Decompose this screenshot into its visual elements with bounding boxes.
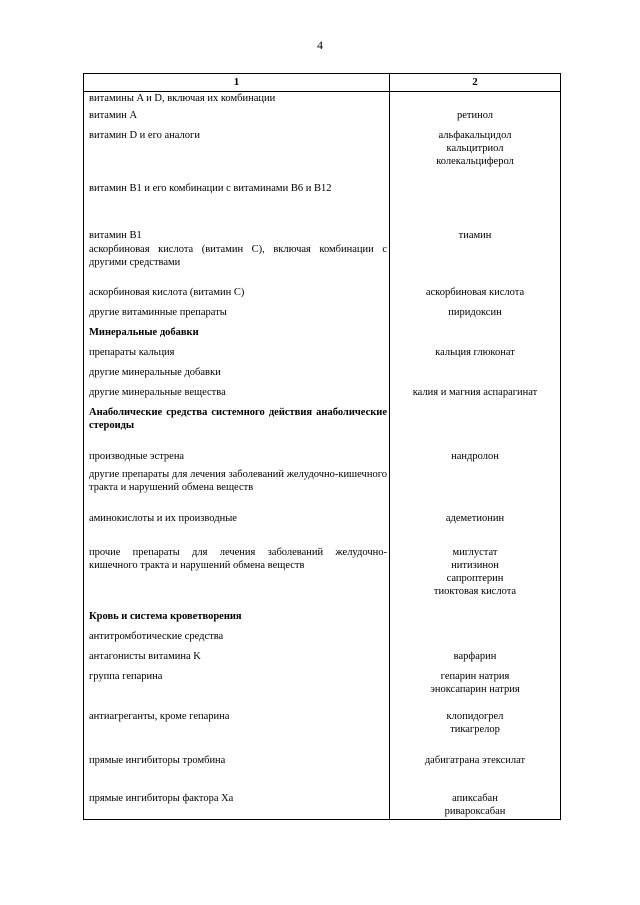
drug-name: альфакальцидол xyxy=(438,129,512,141)
drug-names-cell xyxy=(390,106,561,126)
drug-name: дабигатрана этексилат xyxy=(424,754,526,766)
drug-name: нандролон xyxy=(451,450,499,462)
drug-names-cell xyxy=(390,627,561,647)
drug-names-cell xyxy=(390,647,561,667)
drug-name: тикагрелор xyxy=(450,723,500,735)
table-row xyxy=(84,707,561,751)
category-cell: другие препараты для лечения заболеваний желудочно-кишечного тракта и нарушений обмена веществ xyxy=(84,465,390,505)
category-cell: витамины A и D, включая их комбинации xyxy=(84,92,390,106)
drug-name: клопидогрел xyxy=(446,710,504,722)
category-cell: витамин B1 и его комбинации с витаминами B6 и B12 xyxy=(84,179,390,219)
drug-name: сапроптерин xyxy=(446,572,504,584)
category-cell: прямые ингибиторы фактора Xa xyxy=(84,785,390,820)
drug-names-cell xyxy=(390,505,561,539)
category-cell: другие минеральные добавки xyxy=(84,363,390,383)
category-cell: антагонисты витамина K xyxy=(84,647,390,667)
drug-names-cell xyxy=(390,242,561,283)
table-row xyxy=(84,751,561,785)
category-cell: аскорбиновая кислота (витамин C) xyxy=(84,283,390,303)
table-row xyxy=(84,242,561,283)
table-row xyxy=(84,647,561,667)
category-cell: прочие препараты для лечения заболеваний желудочно-кишечного тракта и нарушений обмена веществ xyxy=(84,539,390,607)
page-number: 4 xyxy=(317,38,323,52)
table-row xyxy=(84,303,561,323)
table-row xyxy=(84,607,561,627)
table-row xyxy=(84,505,561,539)
table-body xyxy=(84,92,561,820)
drug-names-cell xyxy=(390,92,561,106)
table-row xyxy=(84,465,561,505)
header-col-1: 1 xyxy=(84,74,390,92)
table-row xyxy=(84,627,561,647)
drug-name: пиридоксин xyxy=(448,306,502,318)
table-row xyxy=(84,92,561,106)
category-cell: витамин B1 xyxy=(84,219,390,242)
table-row xyxy=(84,343,561,363)
drug-name: калия и магния аспарагинат xyxy=(412,386,538,398)
table-row xyxy=(84,383,561,403)
category-cell: витамин A xyxy=(84,106,390,126)
category-cell: другие минеральные вещества xyxy=(84,383,390,403)
category-cell: другие витаминные препараты xyxy=(84,303,390,323)
table-row xyxy=(84,219,561,242)
drug-names-cell xyxy=(390,126,561,179)
table-row xyxy=(84,403,561,444)
drug-name: ривароксабан xyxy=(444,805,506,817)
drug-name: варфарин xyxy=(453,650,497,662)
table-header-row xyxy=(84,74,561,92)
drug-name: кальцитриол xyxy=(446,142,504,154)
drug-name: тиамин xyxy=(458,229,492,241)
category-cell: препараты кальция xyxy=(84,343,390,363)
table-row xyxy=(84,667,561,707)
table-row xyxy=(84,283,561,303)
drug-name: нитизинон xyxy=(451,559,499,571)
drug-names-cell xyxy=(390,707,561,751)
category-cell: прямые ингибиторы тромбина xyxy=(84,751,390,785)
table-row xyxy=(84,785,561,820)
drug-name: эноксапарин натрия xyxy=(430,683,520,695)
drug-name: кальция глюконат xyxy=(435,346,515,358)
section-heading: Минеральные добавки xyxy=(84,323,390,343)
table-row xyxy=(84,539,561,607)
drug-name: апиксабан xyxy=(452,792,498,804)
category-cell: аскорбиновая кислота (витамин C), включая комбинации с другими средствами xyxy=(84,242,390,283)
header-col-2: 2 xyxy=(390,74,561,92)
drug-name: адеметионин xyxy=(445,512,505,524)
drug-name: гепарин натрия xyxy=(440,670,510,682)
category-cell: производные эстрена xyxy=(84,444,390,465)
drug-names-cell xyxy=(390,607,561,627)
drug-table xyxy=(83,73,561,820)
drug-names-cell xyxy=(390,303,561,323)
drug-names-cell xyxy=(390,667,561,707)
drug-names-cell xyxy=(390,465,561,505)
drug-names-cell xyxy=(390,539,561,607)
drug-name: колекальциферол xyxy=(436,155,514,167)
drug-names-cell xyxy=(390,785,561,820)
drug-names-cell xyxy=(390,343,561,363)
section-heading: Кровь и система кроветворения xyxy=(84,607,390,627)
drug-names-cell xyxy=(390,403,561,444)
category-cell: витамин D и его аналоги xyxy=(84,126,390,179)
drug-name: миглустат xyxy=(452,546,498,558)
category-cell: антитромботические средства xyxy=(84,627,390,647)
drug-name: ретинол xyxy=(456,109,494,121)
drug-name: тиоктовая кислота xyxy=(433,585,517,597)
category-cell: антиагреганты, кроме гепарина xyxy=(84,707,390,751)
table-row xyxy=(84,126,561,179)
drug-names-cell xyxy=(390,363,561,383)
drug-names-cell xyxy=(390,283,561,303)
drug-names-cell xyxy=(390,383,561,403)
drug-names-cell xyxy=(390,219,561,242)
category-cell: группа гепарина xyxy=(84,667,390,707)
drug-names-cell xyxy=(390,751,561,785)
section-heading: Анаболические средства системного действия анаболические стероиды xyxy=(84,403,390,444)
table-row xyxy=(84,179,561,219)
table-row xyxy=(84,444,561,465)
table-row xyxy=(84,106,561,126)
table-row xyxy=(84,323,561,343)
table-row xyxy=(84,363,561,383)
drug-names-cell xyxy=(390,444,561,465)
category-cell: аминокислоты и их производные xyxy=(84,505,390,539)
drug-name: аскорбиновая кислота xyxy=(425,286,525,298)
drug-names-cell xyxy=(390,179,561,219)
drug-names-cell xyxy=(390,323,561,343)
